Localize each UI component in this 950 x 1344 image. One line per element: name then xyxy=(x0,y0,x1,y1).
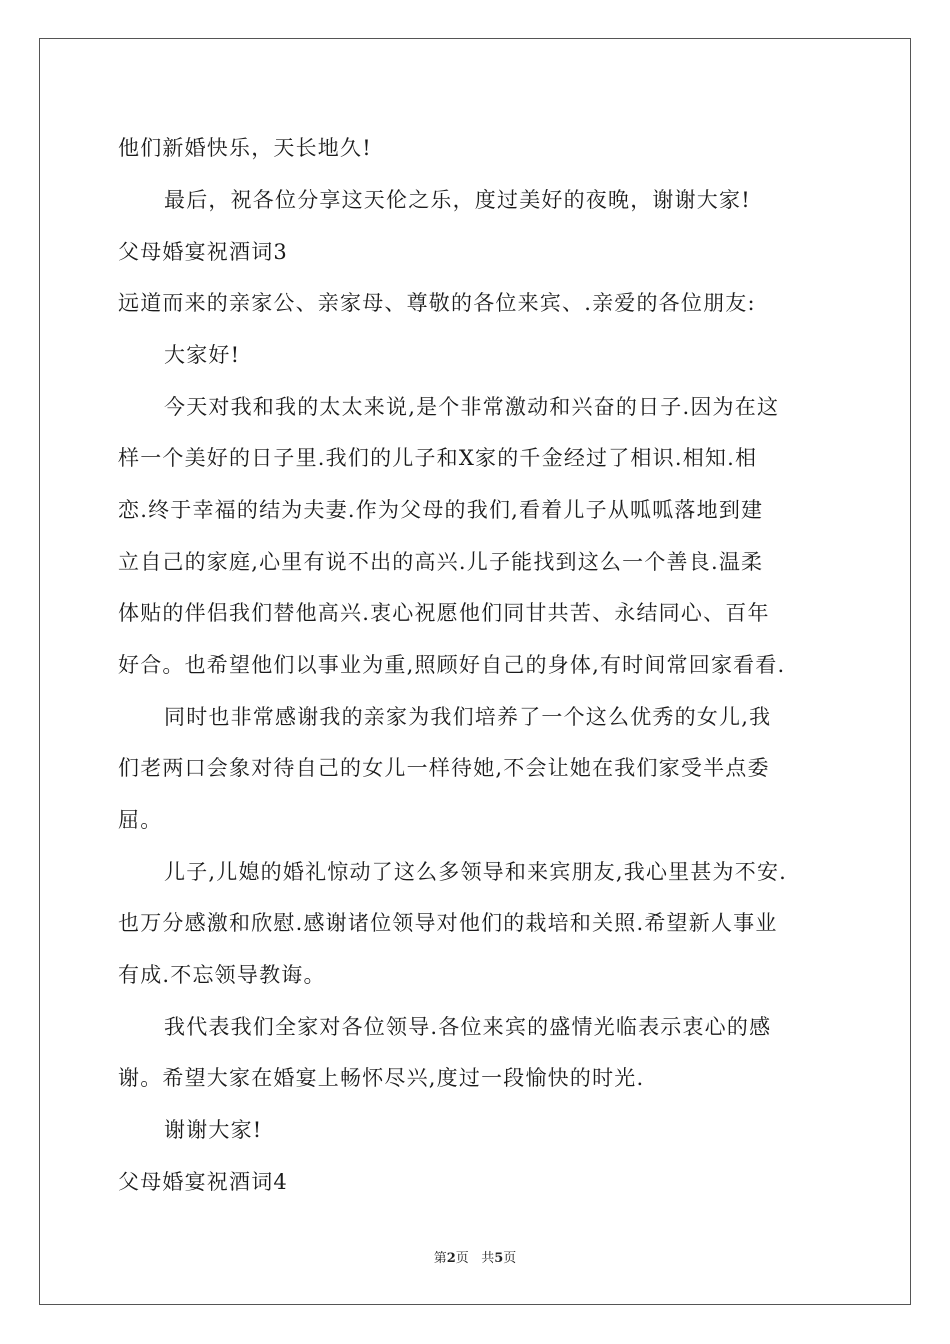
paragraph-line: 体贴的伴侣我们替他高兴.衷心祝愿他们同甘共苦、永结同心、百年 xyxy=(118,601,770,625)
paragraph-line: 有成.不忘领导教诲。 xyxy=(118,963,326,987)
page-footer xyxy=(0,1247,950,1266)
paragraph-line: 恋.终于幸福的结为夫妻.作为父母的我们,看着儿子从呱呱落地到建 xyxy=(118,498,764,522)
paragraph-line: 我代表我们全家对各位领导.各位来宾的盛情光临表示衷心的感 xyxy=(164,1015,772,1039)
total-pages: 5 xyxy=(494,1251,504,1266)
paragraph-line: 立自己的家庭,心里有说不出的高兴.儿子能找到这么一个善良.温柔 xyxy=(118,550,764,574)
page-prefix: 第 xyxy=(433,1251,447,1266)
page-number: 2 xyxy=(446,1251,456,1266)
paragraph-line: 今天对我和我的太太来说,是个非常激动和兴奋的日子.因为在这 xyxy=(164,395,780,419)
total-prefix: 共 xyxy=(481,1251,495,1266)
section-heading: 父母婚宴祝酒词3 xyxy=(118,240,288,264)
paragraph-line: 谢。希望大家在婚宴上畅怀尽兴,度过一段愉快的时光. xyxy=(118,1066,645,1090)
greeting-line: 大家好! xyxy=(164,343,241,367)
paragraph-line: 好合。也希望他们以事业为重,照顾好自己的身体,有时间常回家看看. xyxy=(118,653,786,677)
paragraph-line: 们老两口会象对待自己的女儿一样待她,不会让她在我们家受半点委 xyxy=(118,756,770,780)
closing-line: 谢谢大家! xyxy=(164,1118,263,1142)
salutation-line: 远道而来的亲家公、亲家母、尊敬的各位来宾、.亲爱的各位朋友: xyxy=(118,291,756,315)
paragraph-line: 也万分感激和欣慰.感谢诸位领导对他们的栽培和关照.希望新人事业 xyxy=(118,911,778,935)
paragraph-line: 他们新婚快乐，天长地久! xyxy=(118,136,372,160)
paragraph-line: 屈。 xyxy=(118,808,163,832)
paragraph-line: 最后，祝各位分享这天伦之乐，度过美好的夜晚，谢谢大家! xyxy=(164,188,751,212)
page-suffix: 页 xyxy=(455,1251,469,1266)
section-heading: 父母婚宴祝酒词4 xyxy=(118,1170,288,1194)
total-suffix: 页 xyxy=(503,1251,517,1266)
paragraph-line: 样一个美好的日子里.我们的儿子和X家的千金经过了相识.相知.相 xyxy=(118,446,758,470)
paragraph-line: 儿子,儿媳的婚礼惊动了这么多领导和来宾朋友,我心里甚为不安. xyxy=(164,860,788,884)
paragraph-line: 同时也非常感谢我的亲家为我们培养了一个这么优秀的女儿,我 xyxy=(164,705,772,729)
